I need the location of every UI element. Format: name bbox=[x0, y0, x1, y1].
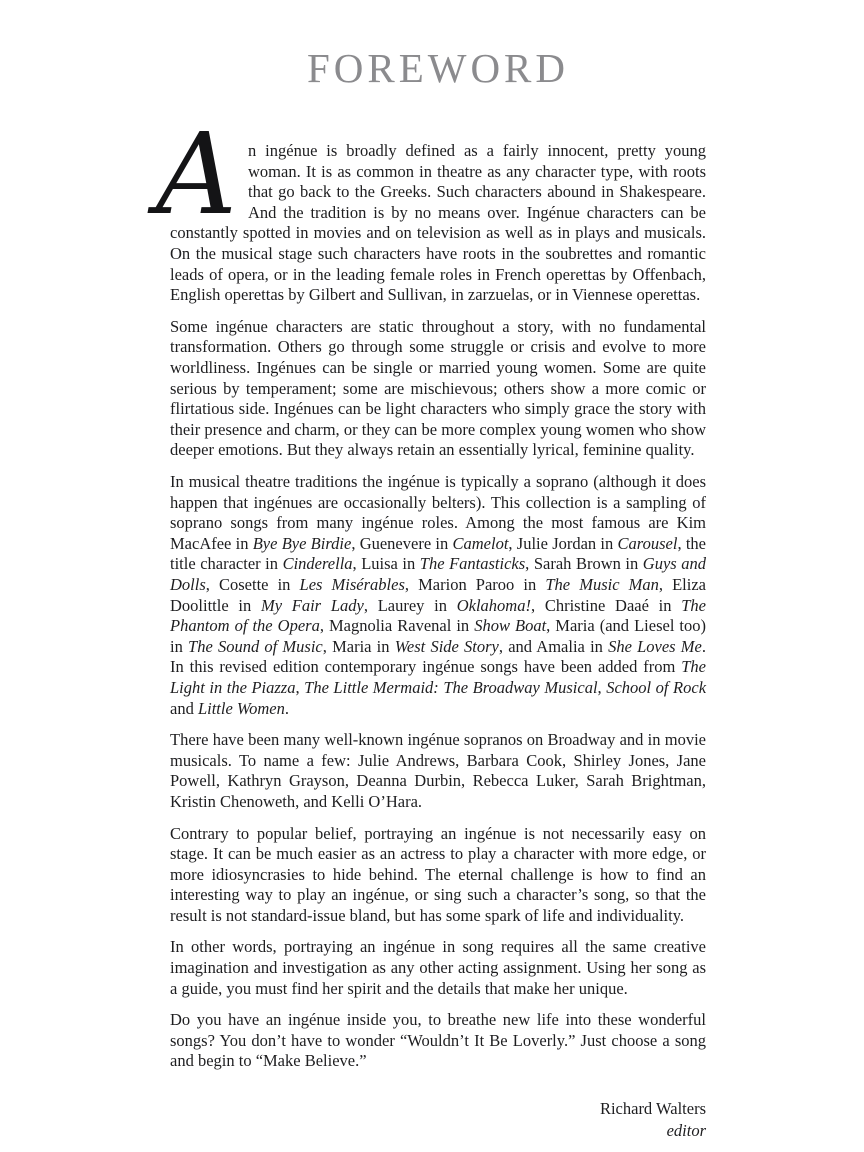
foreword-content bbox=[156, 110, 707, 1072]
italic-title-text: The Phantom of the Opera bbox=[170, 595, 706, 636]
italic-title-text: Guys and Dolls bbox=[170, 554, 707, 594]
italic-title-text: The Sound of Music bbox=[188, 636, 323, 656]
paragraph bbox=[170, 472, 706, 719]
body-text: , Christine Daaé in bbox=[530, 595, 682, 615]
body-text: and bbox=[170, 698, 198, 718]
italic-title-text: Cinderella bbox=[282, 554, 353, 574]
body-text: , Cosette in bbox=[205, 574, 300, 594]
body-text: Contrary to popular belief, portraying an ingénue is not necessarily easy on stage. It can be much easier as an actress to play a character with more edge, or more idiosyncrasies to hide behind. The eternal challenge is how to find an interesting way to play an ingénue, or sing such a character’s song, so that the result is not standard-issue bland, but has some spark of life and individuality. bbox=[170, 823, 706, 925]
italic-title-text: The Fantasticks bbox=[419, 554, 526, 574]
paragraph bbox=[170, 730, 706, 812]
italic-title-text: Bye Bye Birdie bbox=[252, 533, 352, 553]
body-text: , Luisa in bbox=[352, 554, 420, 574]
body-text: There have been many well-known ingénue sopranos on Broadway and in movie musicals. To name a few: Julie Andrews, Barbara Cook, Shirley Jones, Jane Powell, Kathryn Grayson, Deanna Durbin, Rebecca Luker, Sarah Brightman, Kristin Chenoweth, and Kelli O’Hara. bbox=[170, 730, 706, 811]
body-text: Some ingénue characters are static throughout a story, with no fundamental transformation. Others go through some struggle or crisis and evolve to more worldliness. Ingénues can be single or married young women. Some are quite serious by temperament; some are mischievous; others show a more comic or flirtatious side. Ingénues can be light characters who simply grace the story with their presence and charm, or they can be more complex young women who show deeper emotions. But they always retain an essentially lyrical, feminine quality. bbox=[170, 316, 706, 460]
body-text: , Magnolia Ravenal in bbox=[319, 616, 475, 636]
body-text: , bbox=[597, 677, 607, 697]
italic-title-text: The Light in the Piazza bbox=[170, 657, 706, 697]
italic-title-text: School of Rock bbox=[606, 677, 707, 697]
body-text: , Marion Paroo in bbox=[404, 574, 546, 594]
italic-title-text: Camelot bbox=[452, 533, 509, 553]
italic-title-text: Oklahoma! bbox=[456, 595, 531, 615]
italic-title-text: Little Women bbox=[197, 698, 285, 718]
italic-title-text: West Side Story bbox=[394, 636, 499, 656]
body-text: , Julie Jordan in bbox=[508, 533, 618, 553]
body-text: Do you have an ingénue inside you, to breathe new life into these wonderful songs? You don’t have to wonder “Wouldn’t It Be Loverly.” Just choose a song and begin to “Make Believe.” bbox=[170, 1010, 706, 1071]
signature-role: editor bbox=[666, 1121, 706, 1141]
body-text: , Maria in bbox=[322, 636, 395, 656]
italic-title-text: Les Misérables bbox=[299, 574, 405, 594]
paragraph bbox=[170, 824, 706, 927]
body-text: , Guenevere in bbox=[351, 533, 453, 553]
body-text: . bbox=[284, 698, 290, 718]
body-text: , and Amalia in bbox=[498, 636, 609, 656]
body-text: . In this revised edition contemporary ingénue songs have been added from bbox=[170, 636, 706, 677]
body-text: In other words, portraying an ingénue in song requires all the same creative imagination and investigation as any other acting assignment. Using her song as a guide, you must find her spirit and the details that make her unique. bbox=[170, 937, 706, 998]
drop-cap bbox=[156, 110, 242, 241]
signature-block bbox=[170, 1098, 706, 1142]
paragraph bbox=[170, 937, 706, 999]
drop-cap-letter: A bbox=[156, 110, 237, 241]
body-text: , Eliza Doolittle in bbox=[170, 574, 706, 615]
body-text: In musical theatre traditions the ingénue is typically a soprano (although it does happen that ingénues are occasionally belters). This collection is a sampling of soprano songs from many ingénue roles. Among the most famous are Kim MacAfee in bbox=[170, 472, 706, 553]
body-text: , Sarah Brown in bbox=[525, 554, 643, 574]
body-text: , Maria (and Liesel too) in bbox=[170, 616, 707, 656]
italic-title-text: The Music Man bbox=[545, 574, 659, 594]
body-text: , Laurey in bbox=[363, 595, 457, 615]
paragraph bbox=[170, 1010, 706, 1072]
italic-title-text: My Fair Lady bbox=[260, 595, 364, 615]
italic-title-text: Carousel bbox=[617, 533, 678, 553]
body-text: n ingénue is broadly defined as a fairly innocent, pretty young woman. It is as common in theatre as any character type, with roots that go back to the Greeks. Such characters abound in Shakespeare. And the tradition is by no means over. Ingénue characters can be constantly spotted in movies and on television as well as in plays and musicals. On the musical stage such characters have roots in the soubrettes and romantic leads of opera, or in the leading female roles in French operettas by Offenbach, English operettas by Gilbert and Sullivan, in zarzuelas, or in Viennese operettas. bbox=[170, 141, 706, 305]
signature-name: Richard Walters bbox=[599, 1099, 706, 1119]
body-text: , the title character in bbox=[170, 533, 706, 574]
italic-title-text: Show Boat bbox=[474, 616, 547, 636]
page-title: FOREWORD bbox=[306, 45, 570, 91]
italic-title-text: She Loves Me bbox=[608, 636, 702, 656]
italic-title-text: The Little Mermaid: The Broadway Musical bbox=[304, 677, 598, 697]
paragraph bbox=[156, 110, 706, 306]
paragraph bbox=[170, 317, 706, 461]
body-text: , bbox=[295, 677, 305, 697]
